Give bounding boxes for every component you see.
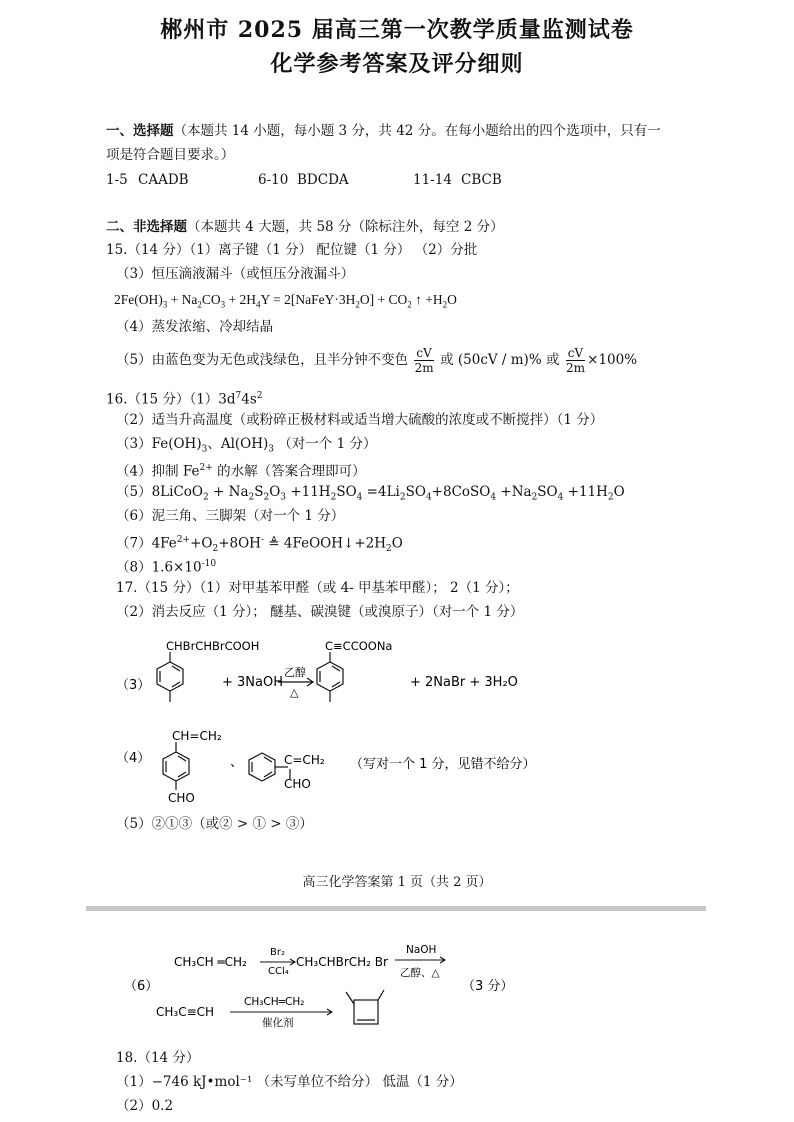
q17-4-label: （4）	[116, 751, 151, 766]
section1-intro	[106, 122, 661, 140]
q17-line5: （5）②①③（或② > ① > ③）	[116, 816, 313, 832]
q15-line5	[116, 346, 637, 375]
q16-line1-text: 16.（15 分）（1）3d	[106, 391, 236, 408]
route-condition: 乙醇、△	[400, 967, 440, 979]
answer-group-range: 6-10	[258, 172, 289, 188]
answer-group-range: 1-5	[106, 172, 128, 188]
q6-label: （6）	[124, 979, 159, 994]
q17-3-condition-top: 乙醇	[284, 666, 306, 679]
q17-3-condition-bottom: △	[290, 686, 299, 699]
q16-line4-text: （4）抑制 Fe	[116, 463, 200, 480]
q18-head: 18.（14 分）	[116, 1050, 200, 1066]
q17-3-reactant-substituent: CHBrCHBrCOOH	[166, 639, 260, 653]
q16-line6: （6）泥三角、三脚架（对一个 1 分）	[116, 508, 345, 524]
q15-line3: （3）恒压滴液漏斗（或恒压分液漏斗）	[116, 266, 355, 282]
q16-line5: （5）8LiCoO$_2$ + $Na_2S_2O_3 +11H_2SO_4$ $=4Li_2SO_4+8CoSO_4 +Na_2SO_4 +11H_2O$	[116, 484, 625, 503]
q16-line1: 16.（15 分）$(1)3d^74s^2$	[106, 391, 263, 408]
q18-line2: （2）0.2	[116, 1098, 174, 1114]
route-solvent-ccl4: CCl₄	[268, 966, 289, 977]
q17-3-label: （3）	[116, 678, 151, 693]
cyclobutene-icon	[346, 990, 384, 1024]
route-reagent-naoh: NaOH	[406, 944, 437, 956]
q17-4-b-top: C=CH₂	[284, 753, 325, 767]
section1-heading: 一、选择题	[106, 123, 174, 139]
q17-reaction-3	[110, 632, 530, 712]
route-reagent-propene: CH₃CH═CH₂	[244, 996, 305, 1008]
q16-line4: （4）抑制 $Fe^{2+}$ 的水解（答案合理即可）	[116, 463, 366, 480]
q15-line5-a: （5）由蓝色变为无色或浅绿色，且半分钟不变色	[116, 352, 409, 368]
q15-equation: $2Fe(OH)_3 + Na_2CO_3 + 2H_4Y$ = $2[NaFeY\cdot 3H_2O] + CO_2$ ↑ $+H_2O$	[114, 292, 457, 310]
fraction-denominator: 2m	[414, 361, 434, 375]
page-divider	[86, 906, 706, 911]
fraction-cv-2m	[414, 346, 433, 375]
q6-score: （3 分）	[462, 979, 514, 994]
q17-4-separator: 、	[230, 755, 244, 770]
answer-group-value: CAADB	[138, 172, 189, 188]
section2-intro	[106, 218, 504, 236]
fraction-numerator: cV	[567, 346, 584, 360]
section2-heading: 二、非选择题	[106, 219, 187, 235]
benzene-ring-icon	[157, 652, 183, 702]
q17-synthesis-6	[110, 934, 530, 1034]
answer-group-range: 11-14	[413, 172, 452, 188]
q18-line1: （1）−746 kJ•mol⁻¹ （未写单位不给分） 低温（1 分）	[116, 1074, 463, 1090]
q15-line5-c: ×100%	[587, 352, 638, 368]
q16-line7: $(7)4Fe^{2+}+O_2+8OH^-$ ≜ $4FeOOH↓+2H_2O$	[116, 535, 403, 555]
q15-line1: 15.（14 分）（1）离子键（1 分） 配位键（1 分） （2）分批	[106, 242, 478, 258]
q17-line1: 17.（15 分）（1）对甲基苯甲醛（或 4- 甲基苯甲醛）； 2（1 分）；	[116, 580, 519, 596]
page-footer: 高三化学答案第 1 页（共 2 页）	[302, 875, 492, 890]
section1-desc-a: （本题共 14 小题，每小题 3 分，共 42 分。在每小题给出的四个选项中，只有一	[173, 123, 661, 139]
route-reagent-br2: Br₂	[270, 947, 285, 958]
q17-4-a-bottom: CHO	[168, 791, 195, 805]
q17-3-tail: + 2NaBr + 3H₂O	[410, 675, 518, 690]
fraction-numerator: cV	[416, 346, 432, 360]
q17-4-a-top: CH=CH₂	[172, 729, 222, 743]
q17-3-product-substituent: C≡CCOONa	[325, 639, 393, 653]
q17-4-b-bottom: CHO	[284, 777, 311, 791]
q16-line2: （2）适当升高温度（或粉碎正极材料或适当增大硫酸的浓度或不断搅拌）（1 分）	[116, 412, 604, 428]
page-title: 郴州市 2025 届高三第一次教学质量监测试卷	[160, 17, 634, 43]
answer-group-value: BDCDA	[297, 172, 349, 188]
page-subtitle: 化学参考答案及评分细则	[270, 51, 524, 77]
route-start-propene: CH₃CH ═CH₂	[174, 955, 247, 969]
q16-line3: $(3)Fe(OH)_3$、$Al(OH)_3$ （对一个 1 分）	[116, 436, 377, 455]
section1-desc-b: 项是符合题目要求。）	[106, 147, 235, 163]
section2-desc: （本题共 4 大题，共 58 分（除标注外，每空 2 分）	[187, 219, 504, 235]
q17-3-naoh: + 3NaOH	[222, 675, 283, 690]
q16-line4-tail: 的水解（答案合理即可）	[212, 463, 366, 480]
answer-group-value: CBCB	[461, 172, 502, 188]
q17-line2: （2）消去反应（1 分）； 醚基、碳溴键（或溴原子）（对一个 1 分）	[116, 604, 524, 620]
fraction-cv-2m	[566, 346, 585, 375]
benzene-ring-icon	[317, 652, 343, 702]
q17-4-note: （写对一个 1 分，见错不给分）	[350, 757, 536, 772]
benzene-ring-icon	[163, 742, 189, 790]
q15-line5-b: 或 (50cV / m)% 或	[440, 352, 560, 368]
q17-structures-4	[110, 722, 570, 808]
fraction-denominator: 2m	[565, 361, 585, 375]
q15-line4: （4）蒸发浓缩、冷却结晶	[116, 319, 274, 335]
route-intermediate: CH₃CHBrCH₂ Br	[296, 955, 388, 969]
q16-line8: $(8)1.6\times 10^{-10}$	[116, 559, 217, 576]
route-propyne: CH₃C≡CH	[156, 1005, 215, 1019]
route-catalyst: 催化剂	[262, 1017, 294, 1029]
